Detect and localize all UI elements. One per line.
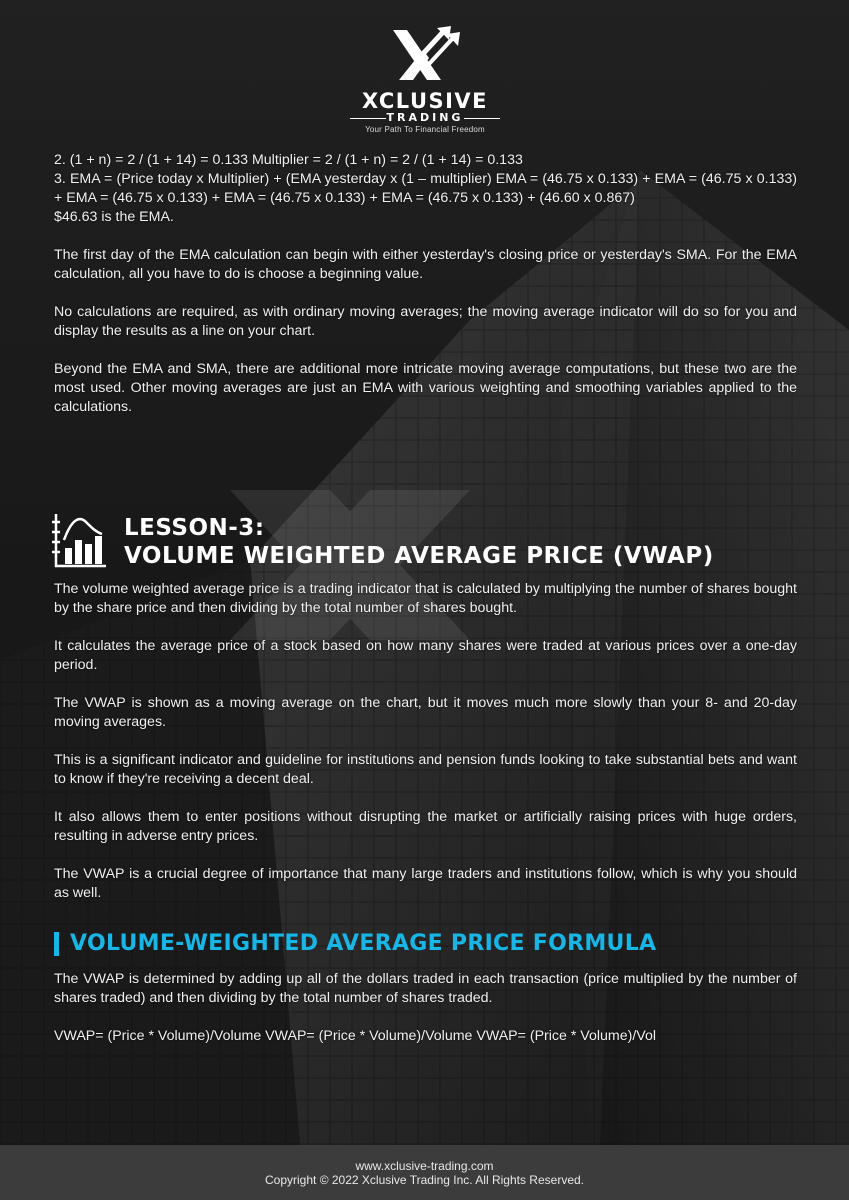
lesson-name: VOLUME WEIGHTED AVERAGE PRICE (VWAP) (124, 543, 714, 569)
footer-website: www.xclusive-trading.com (355, 1159, 494, 1173)
paragraph: The VWAP is determined by adding up all of the dollars traded in each transaction (price multiplied by the number of shares traded) and then dividing by the total number of shares traded. (54, 971, 797, 1006)
paragraph: The first day of the EMA calculation can begin with either yesterday's closing price or yesterday's SMA. For the EMA calculation, all you have to do is choose a beginning value. (54, 247, 797, 282)
brand-subtitle: TRADING (340, 112, 510, 124)
paragraph: This is a significant indicator and guideline for institutions and pension funds looking to take substantial bets and want to know if they're receiving a decent deal. (54, 752, 797, 787)
lesson-heading (52, 512, 812, 578)
footer-copyright: Copyright © 2022 Xclusive Trading Inc. All Rights Reserved. (265, 1173, 584, 1187)
formula-section (54, 970, 797, 1065)
brand-name: XCLUSIVE (361, 89, 489, 113)
paragraph: No calculations are required, as with ordinary moving averages; the moving average indicator will do so for you and display the results as a line on your chart. (54, 304, 797, 339)
calc-step-2: 2. (1 + n) = 2 / (1 + 14) = 0.133 Multiplier = 2 / (1 + n) = 2 / (1 + 14) = 0.133 (54, 152, 523, 168)
paragraph: The volume weighted average price is a trading indicator that is calculated by multiplying the number of shares bought by the share price and then dividing by the total number of shares bought. (54, 581, 797, 616)
lesson-label: LESSON-3: (124, 515, 265, 541)
formula-heading (54, 930, 814, 958)
paragraph: It calculates the average price of a stock based on how many shares were traded at various prices over a one-day period. (54, 638, 797, 673)
ema-calculation (54, 151, 797, 436)
vwap-section (54, 580, 797, 922)
paragraph: Beyond the EMA and SMA, there are additional more intricate moving average computations, but these two are the most used. Other moving averages are just an EMA with various weighting and smoothing variables applied to the calculations. (54, 361, 797, 415)
calc-step-3: 3. EMA = (Price today x Multiplier) + (EMA yesterday x (1 – multiplier) EMA = (46.75 x 0.133) + EMA = (46.75 x 0.133) + EMA = (46.75 x 0.133) + EMA = (46.75 x 0.133) + EMA = (46.75 x 0.133) + (46.60 x 0.867) (54, 171, 797, 206)
lesson-title (124, 514, 714, 570)
paragraph: It also allows them to enter positions without disrupting the market or artificially raising prices with huge orders, resulting in adverse entry prices. (54, 809, 797, 844)
calc-result: $46.63 is the EMA. (54, 209, 174, 225)
accent-bar (54, 932, 59, 956)
brand-tagline: Your Path To Financial Freedom (365, 125, 485, 134)
brand-logo (340, 22, 510, 132)
formula-heading-text: VOLUME-WEIGHTED AVERAGE PRICE FORMULA (70, 931, 657, 956)
paragraph: The VWAP is shown as a moving average on the chart, but it moves much more slowly than your 8- and 20-day moving averages. (54, 695, 797, 730)
x-arrows-logo-icon (385, 22, 465, 88)
paragraph: The VWAP is a crucial degree of importance that many large traders and institutions follow, which is why you should as well. (54, 866, 797, 901)
footer (0, 1145, 849, 1200)
vwap-formula: VWAP= (Price * Volume)/Volume VWAP= (Price * Volume)/Volume VWAP= (Price * Volume)/Vol (54, 1028, 657, 1044)
chart-growth-icon (52, 512, 108, 570)
